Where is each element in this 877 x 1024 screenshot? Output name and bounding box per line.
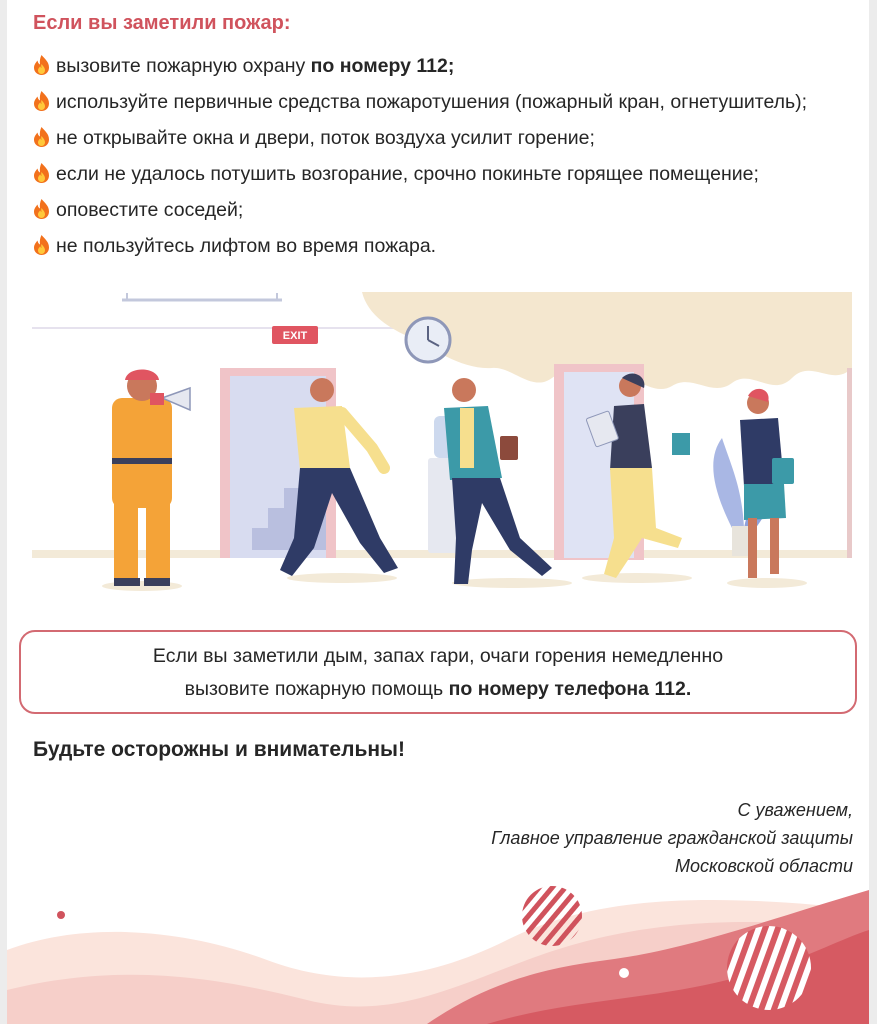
evacuation-illustration	[32, 288, 852, 608]
signature-line: Главное управление гражданской защиты	[491, 828, 853, 848]
list-item	[33, 158, 863, 194]
action-emphasis: по номеру 112;	[310, 55, 455, 77]
list-item	[33, 86, 863, 122]
fire-icon	[33, 234, 50, 266]
fire-icon	[33, 90, 50, 122]
fire-icon	[33, 126, 50, 158]
caution-text: Будьте осторожны и внимательны!	[33, 738, 405, 761]
list-item	[33, 230, 863, 266]
action-text: не пользуйтесь лифтом во время пожара.	[56, 235, 437, 257]
flyer-page	[7, 0, 869, 1024]
notice-phone: по номеру телефона 112.	[448, 678, 692, 700]
fire-icon	[33, 54, 50, 86]
action-text: если не удалось потушить возгорание, срочно покиньте горящее помещение;	[56, 163, 759, 185]
fire-icon	[33, 198, 50, 230]
clock-icon	[406, 318, 450, 362]
list-item	[33, 122, 863, 158]
fire-icon	[33, 162, 50, 194]
action-text: не открывайте окна и двери, поток воздуха усилит горение;	[56, 127, 595, 149]
notice-text: вызовите пожарную помощь	[184, 678, 449, 700]
exit-sign-label: EXIT	[282, 330, 308, 342]
action-text: используйте первичные средства пожаротушения (пожарный кран, огнетушитель);	[56, 91, 808, 113]
signature	[491, 796, 853, 880]
action-text: оповестите соседей;	[56, 199, 244, 221]
notice-box	[19, 630, 857, 714]
list-item	[33, 194, 863, 230]
exit-sign	[272, 326, 318, 344]
notice-line	[21, 673, 855, 706]
signature-line: С уважением,	[737, 800, 853, 820]
action-list	[33, 50, 863, 266]
decorative-waves	[7, 880, 869, 1024]
action-text: вызовите пожарную охрану	[56, 55, 311, 77]
signature-line: Московской области	[675, 856, 853, 876]
list-item	[33, 50, 863, 86]
evacuee-figure	[727, 389, 807, 588]
page-heading: Если вы заметили пожар:	[33, 12, 291, 34]
notice-line: Если вы заметили дым, запах гари, очаги горения немедленно	[152, 645, 724, 667]
